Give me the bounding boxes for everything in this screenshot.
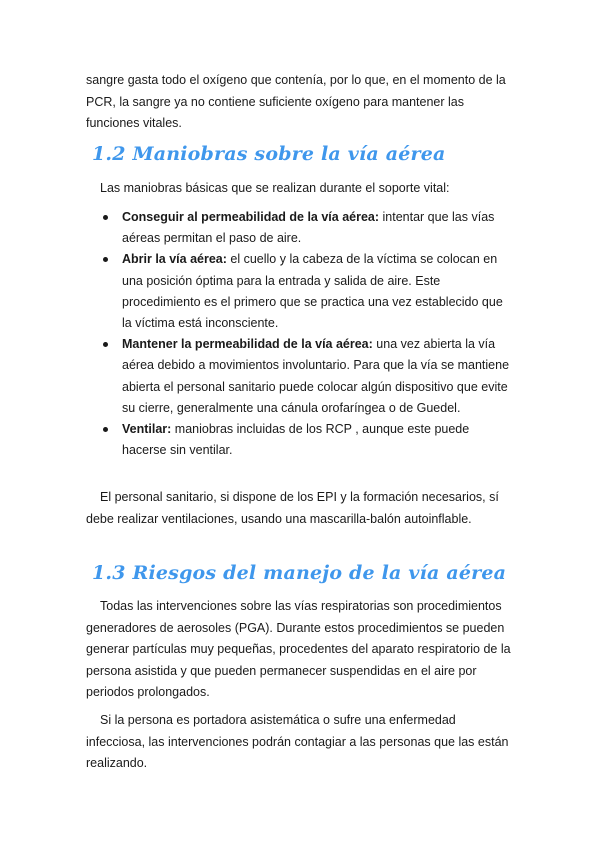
list-item-text: el cuello y la cabeza de la víctima se colocan en una posición óptima para la entrada y salida de aire. Este procedimiento es el primero que se practica una vez establecido que la víctima está inconsciente. (122, 252, 503, 331)
list-item-term: Mantener la permeabilidad de la vía aérea: (122, 337, 373, 352)
section-1-3-paragraph-1: Todas las intervenciones sobre las vías respiratorias son procedimientos generadores de aerosoles (PGA). Durante estos procedimientos se pueden generar partículas muy pequeñas, procedentes del aparato respiratorio de la persona asistida y que pueden permanecer suspendidas en el aire por periodos prolongados. (86, 599, 511, 699)
section-1-2-closing: El personal sanitario, si dispone de los EPI y la formación necesarios, sí debe realizar ventilaciones, usando una mascarilla-balón autoinflable. (86, 490, 499, 526)
list-item-term: Ventilar: (122, 422, 172, 437)
section-heading-1-2: 1.2 Maniobras sobre la vía aérea (92, 143, 446, 165)
maneuver-list (100, 207, 514, 461)
list-item (100, 419, 514, 461)
list-item-term: Conseguir al permeabilidad de la vía aérea: (122, 210, 380, 224)
list-item-term: Abrir la vía aérea: (122, 252, 227, 267)
list-item-text: una vez abierta la vía aérea debido a movimientos involuntario. Para que la vía se mantiene abierta el personal sanitario puede colocar algún dispositivo que evite su cierre, generalmente una cánula orofaríngea o de Guedel. (122, 337, 510, 415)
bullet-icon (103, 427, 108, 432)
bullet-icon (103, 342, 108, 347)
section-heading-1-3: 1.3 Riesgos del manejo de la vía aérea (92, 562, 507, 584)
list-item (100, 207, 514, 249)
section-1-2-lead: Las maniobras básicas que se realizan durante el soporte vital: (100, 181, 450, 195)
list-item-text: intentar que las vías aéreas permitan el paso de aire. (122, 210, 495, 246)
list-item (100, 249, 514, 334)
bullet-icon (103, 215, 108, 220)
bullet-icon (103, 257, 108, 262)
section-1-3-paragraph-2: Si la persona es portadora asistemática o sufre una enfermedad infecciosa, las intervenciones podrán contagiar a las personas que las están realizando. (86, 713, 509, 770)
list-item (100, 334, 514, 419)
list-item-text: maniobras incluidas de los RCP , aunque este puede hacerse sin ventilar. (122, 422, 470, 458)
intro-paragraph: sangre gasta todo el oxígeno que contenía, por lo que, en el momento de la PCR, la sangre ya no contiene suficiente oxígeno para mantener las funciones vitales. (86, 73, 506, 130)
